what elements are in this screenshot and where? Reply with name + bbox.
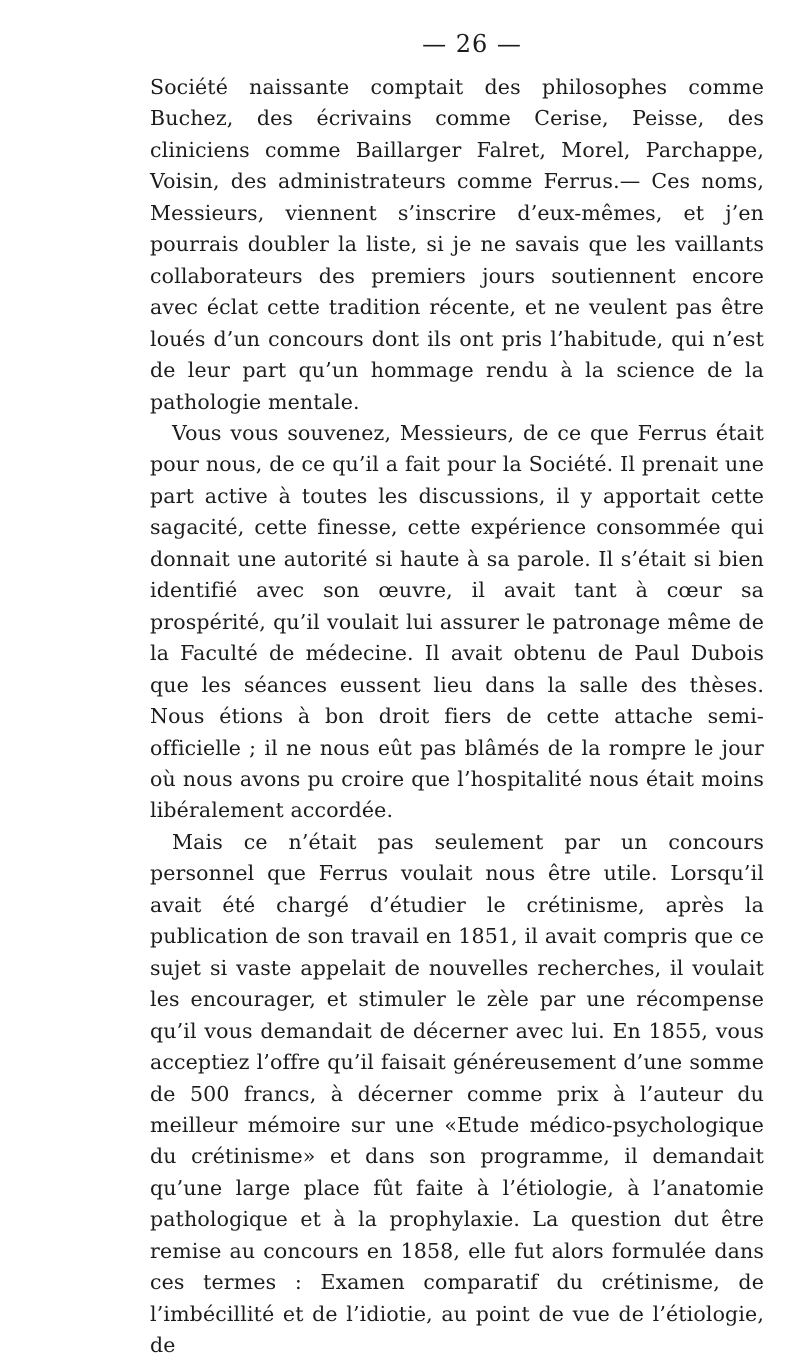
paragraph-3: Mais ce n’était pas seulement par un concours personnel que Ferrus voulait nous être utile. Lorsqu’il avait été chargé d’étudier le crétinisme, après la publication de son travail en 1851, il avait compris que ce sujet si vaste appelait de nouvelles recherches, il voulait les encourager, et stimuler le zèle par une récompense qu’il vous demandait de décerner avec lui. En 1855, vous acceptiez l’offre qu’il faisait généreusement d’une somme de 500 francs, à décerner comme prix à l’auteur du meilleur mémoire sur une «Etude médico-psychologique du crétinisme» et dans son programme, il demandait qu’une large place fût faite à l’étiologie, à l’anatomie pathologique et à la prophylaxie. La question dut être remise au concours en 1858, elle fut alors formulée dans ces termes : Examen comparatif du crétinisme, de l’imbécillité et de l’idiotie, au point de vue de l’étiologie, de	[150, 829, 764, 1358]
page-number: — 26 —	[422, 30, 522, 58]
paragraph-1: Société naissante comptait des philosophes comme Buchez, des écrivains comme Cerise, Peisse, des cliniciens comme Baillarger Falret, Morel, Parchappe, Voisin, des administrateurs comme Ferrus.— Ces noms, Messieurs, viennent s’inscrire d’eux-mêmes, et j’en pourrais doubler la liste, si je ne savais que les vaillants collaborateurs des premiers jours soutiennent encore avec éclat cette tradition récente, et ne veulent pas être loués d’un concours dont ils ont pris l’habitude, qui n’est de leur part qu’un hommage rendu à la science de la pathologie mentale.	[150, 75, 764, 414]
paragraph-2: Vous vous souvenez, Messieurs, de ce que Ferrus était pour nous, de ce qu’il a fait pour la Société. Il prenait une part active à toutes les discussions, il y apportait cette sagacité, cette finesse, cette expérience consommée qui donnait une autorité si haute à sa parole. Il s’était si bien identifié avec son œuvre, il avait tant à cœur sa prospérité, qu’il voulait lui assurer le patronage même de la Faculté de médecine. Il avait obtenu de Paul Dubois que les séances eussent lieu dans la salle des thèses. Nous étions à bon droit fiers de cette attache semi-officielle ; il ne nous eût pas blâmés de la rompre le jour où nous avons pu croire que l’hospitalité nous était moins libéralement accordée.	[150, 420, 764, 823]
